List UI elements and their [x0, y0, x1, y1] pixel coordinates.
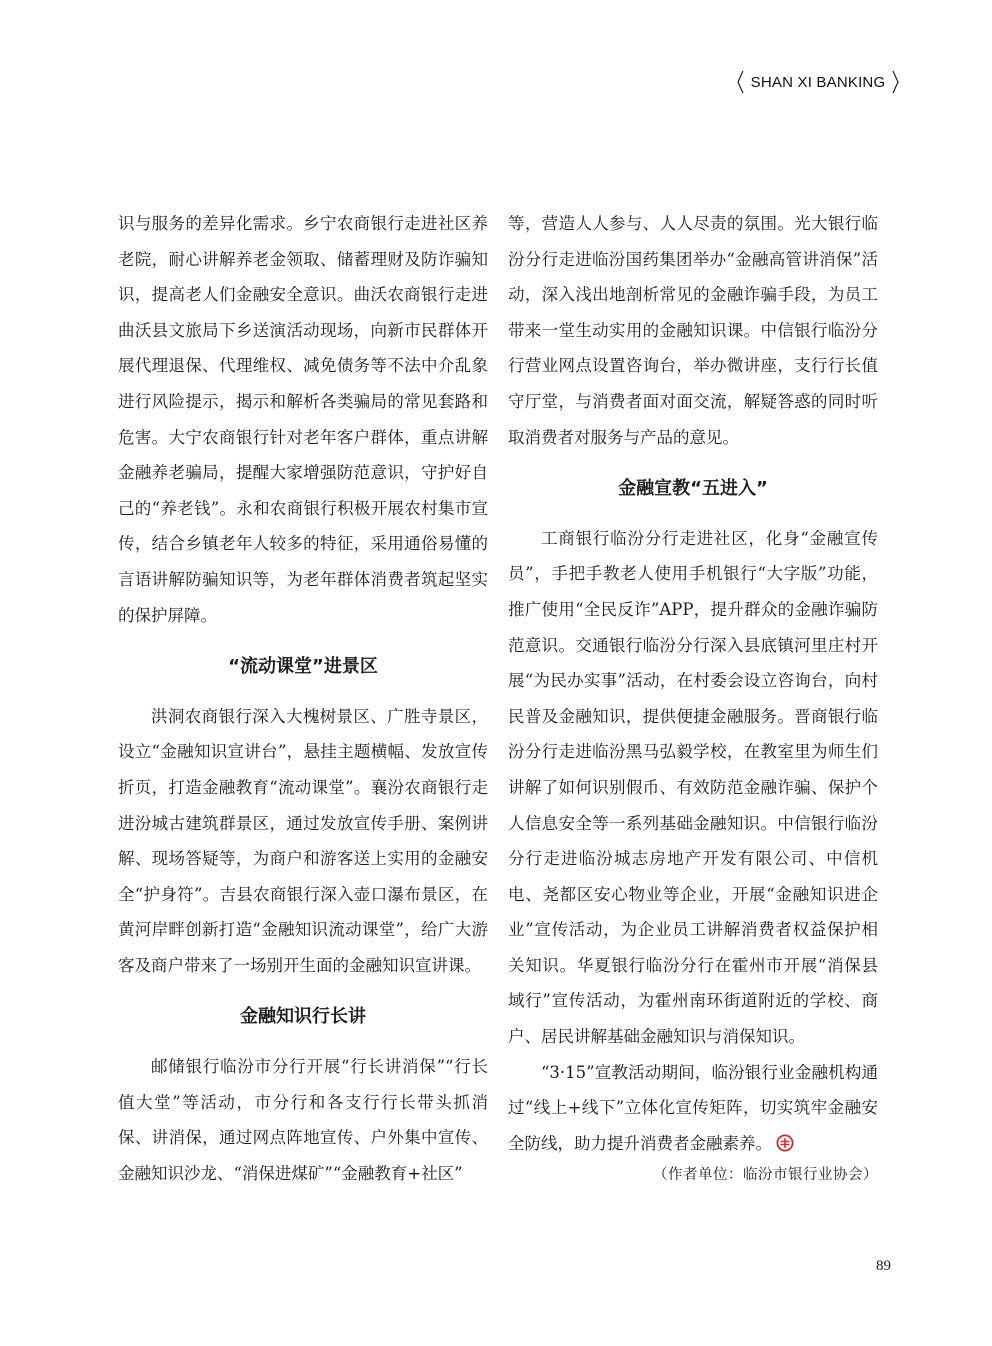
section-heading-mobile-classroom: “流动课堂”进景区 — [228, 656, 378, 678]
section-heading-five-entries: 金融宣教“五进入” — [618, 478, 768, 500]
left-paragraph-3: 邮储银行临汾市分行开展“行长讲消保”“行长值大堂”等活动，市分行和各支行行长带头抓消保、讲消保，通过网点阵地宣传、户外集中宣传、金融知识沙龙、“消保进煤矿”“金融教育+社区” — [118, 1057, 488, 1183]
right-paragraph-1: 等，营造人人参与、人人尽责的氛围。光大银行临汾分行走进临汾国药集团举办“金融高管讲消保”活动，深入浅出地剖析常见的金融诈骗手段，为员工带来一堂生动实用的金融知识课。中信银行临汾分行营业网点设置咨询台，举办微讲座，支行行长值守厅堂，与消费者面对面交流，解疑答惑的同时听取消费者对服务与产品的意见。 — [508, 214, 878, 447]
left-column — [118, 206, 488, 1191]
section-heading-president-talk: 金融知识行长讲 — [240, 1006, 366, 1028]
page-number: 89 — [876, 1258, 891, 1274]
right-column — [508, 206, 878, 1184]
header-title: SHAN XI BANKING — [750, 73, 886, 91]
right-paragraph-3 — [508, 1055, 878, 1162]
left-paragraph-2: 洪洞农商银行深入大槐树景区、广胜寺景区，设立“金融知识宣讲台”，悬挂主题横幅、发放宣传折页，打造金融教育“流动课堂”。襄汾农商银行走进汾城古建筑群景区，通过发放宣传手册、案例讲解、现场答疑等，为商户和游客送上实用的金融安全“护身符”。吉县农商银行深入壶口瀑布景区，在黄河岸畔创新打造“金融知识流动课堂”，给广大游客及商户带来了一场别开生面的金融知识宣讲课。 — [118, 706, 488, 975]
right-paragraph-3-text: “3·15”宣教活动期间，临汾银行业金融机构通过“线上+线下”立体化宣传矩阵，切实筑牢金融安全防线，助力提升消费者金融素养。 — [508, 1062, 878, 1153]
end-mark-icon — [776, 1134, 794, 1152]
left-paragraph-1: 识与服务的差异化需求。乡宁农商银行走进社区养老院，耐心讲解养老金领取、储蓄理财及防诈骗知识，提高老人们金融安全意识。曲沃农商银行走进曲沃县文旅局下乡送演活动现场，向新市民群体开展代理退保、代理维权、减免债务等不法中介乱象进行风险提示，揭示和解析各类骗局的常见套路和危害。大宁农商银行针对老年客户群体，重点讲解金融养老骗局，提醒大家增强防范意识，守护好自己的“养老钱”。永和农商银行积极开展农村集市宣传，结合乡镇老年人较多的特征，采用通俗易懂的言语讲解防骗知识等，为老年群体消费者筑起坚实的保护屏障。 — [118, 214, 488, 625]
header-badge — [737, 70, 899, 94]
author-affiliation: （作者单位：临汾市银行业协会） — [653, 1167, 878, 1184]
right-paragraph-2: 工商银行临汾分行走进社区，化身“金融宣传员”，手把手教老人使用手机银行“大字版”功能，推广使用“全民反诈”APP，提升群众的金融诈骗防范意识。交通银行临汾分行深入县底镇河里庄村开展“为民办实事”活动，在村委会设立咨询台，向村民普及金融知识，提供便捷金融服务。晋商银行临汾分行走进临汾黑马弘毅学校，在教室里为师生们讲解了如何识别假币、有效防范金融诈骗、保护个人信息安全等一系列基础金融知识。中信银行临汾分行走进临汾城志房地产开发有限公司、中信机电、尧都区安心物业等企业，开展“金融知识进企业”宣传活动，为企业员工讲解消费者权益保护相关知识。华夏银行临汾分行在霍州市开展“消保县域行”宣传活动，为霍州南环街道附近的学校、商户、居民讲解基础金融知识与消保知识。 — [508, 528, 878, 1047]
